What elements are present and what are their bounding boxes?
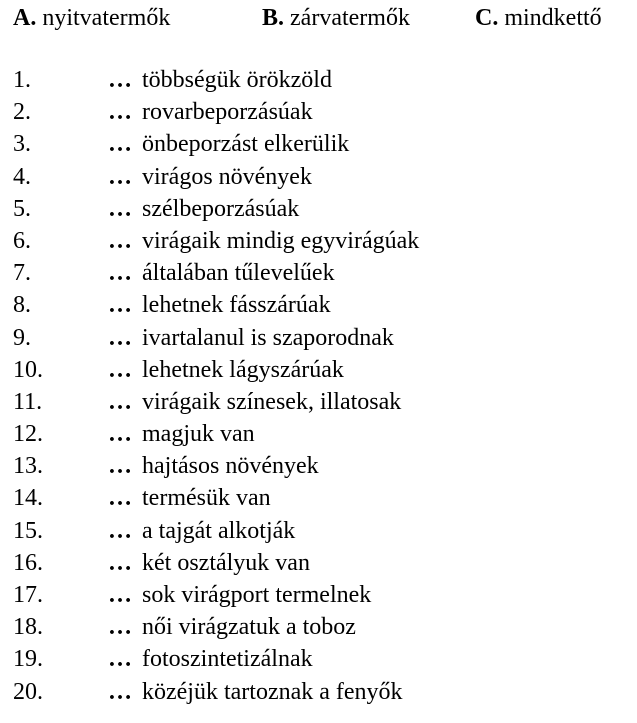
- answer-blank: …: [108, 99, 132, 126]
- item-number: 10.: [13, 356, 43, 383]
- item-number: 3.: [13, 131, 31, 158]
- list-item: [13, 418, 637, 450]
- item-text: rovarbeporzásúak: [142, 99, 313, 126]
- item-number: 12.: [13, 421, 43, 448]
- item-text: női virágzatuk a toboz: [142, 614, 356, 641]
- item-text: fotoszintetizálnak: [142, 646, 313, 673]
- item-text: önbeporzást elkerülik: [142, 131, 350, 158]
- answer-blank: …: [108, 195, 132, 222]
- list-item: [13, 547, 637, 579]
- item-number: 5.: [13, 195, 31, 222]
- item-text: közéjük tartoznak a fenyők: [142, 678, 403, 705]
- answer-blank: …: [108, 67, 132, 93]
- list-item: [13, 482, 637, 514]
- answer-blank: …: [108, 388, 132, 415]
- item-number: 4.: [13, 163, 31, 190]
- item-number: 6.: [13, 227, 31, 254]
- list-item: [13, 161, 637, 193]
- item-number: 14.: [13, 485, 43, 512]
- answer-blank: …: [108, 163, 132, 190]
- list-item: [13, 579, 637, 611]
- item-text: lehetnek lágyszárúak: [142, 356, 344, 383]
- list-item: [13, 289, 637, 321]
- option-c: [475, 3, 602, 33]
- answer-blank: …: [108, 453, 132, 480]
- option-letter: C.: [475, 5, 499, 31]
- list-item: [13, 193, 637, 225]
- list-item: [13, 611, 637, 643]
- list-item: [13, 515, 637, 547]
- item-number: 17.: [13, 582, 43, 608]
- option-b: [262, 3, 410, 33]
- item-text: a tajgát alkotják: [142, 517, 296, 544]
- answer-blank: …: [108, 582, 132, 608]
- answer-blank: …: [108, 549, 132, 576]
- list-item: [13, 676, 637, 708]
- item-number: 1.: [13, 67, 31, 93]
- list-item: [13, 450, 637, 482]
- item-number: 18.: [13, 614, 43, 641]
- list-item: [13, 322, 637, 354]
- item-text: hajtásos növények: [142, 453, 319, 480]
- item-number: 20.: [13, 678, 43, 705]
- list-item: [13, 96, 637, 128]
- item-text: többségük örökzöld: [142, 67, 332, 93]
- answer-blank: …: [108, 614, 132, 641]
- item-number: 2.: [13, 99, 31, 126]
- statement-list: [13, 64, 637, 708]
- item-text: két osztályuk van: [142, 549, 310, 576]
- item-text: ivartalanul is szaporodnak: [142, 324, 394, 351]
- option-text: zárvatermők: [290, 5, 410, 31]
- item-text: virágos növények: [142, 163, 312, 190]
- item-text: termésük van: [142, 485, 271, 512]
- item-number: 8.: [13, 292, 31, 319]
- item-number: 16.: [13, 549, 43, 576]
- answer-blank: …: [108, 421, 132, 448]
- item-text: általában tűlevelűek: [142, 260, 335, 287]
- item-text: lehetnek fásszárúak: [142, 292, 331, 319]
- list-item: [13, 386, 637, 418]
- list-item: [13, 128, 637, 160]
- answer-blank: …: [108, 260, 132, 287]
- item-number: 7.: [13, 260, 31, 287]
- option-a: [13, 3, 170, 33]
- item-number: 13.: [13, 453, 43, 480]
- item-number: 11.: [13, 388, 43, 415]
- item-text: szélbeporzásúak: [142, 195, 300, 222]
- answer-blank: …: [108, 131, 132, 158]
- option-letter: A.: [13, 5, 37, 31]
- answer-blank: …: [108, 485, 132, 512]
- item-number: 19.: [13, 646, 43, 673]
- answer-blank: …: [108, 227, 132, 254]
- item-text: virágaik mindig egyvirágúak: [142, 227, 420, 254]
- option-text: mindkettő: [504, 5, 602, 31]
- list-item: [13, 354, 637, 386]
- list-item: [13, 225, 637, 257]
- option-text: nyitvatermők: [42, 5, 171, 31]
- list-item: [13, 257, 637, 289]
- answer-blank: …: [108, 324, 132, 351]
- item-text: magjuk van: [142, 421, 255, 448]
- item-number: 9.: [13, 324, 31, 351]
- answer-blank: …: [108, 356, 132, 383]
- list-item: [13, 643, 637, 675]
- answer-blank: …: [108, 678, 132, 705]
- item-text: sok virágport termelnek: [142, 582, 372, 608]
- item-text: virágaik színesek, illatosak: [142, 388, 402, 415]
- answer-blank: …: [108, 646, 132, 673]
- answer-blank: …: [108, 292, 132, 319]
- option-letter: B.: [262, 5, 285, 31]
- item-number: 15.: [13, 517, 43, 544]
- list-item: [13, 64, 637, 96]
- answer-blank: …: [108, 517, 132, 544]
